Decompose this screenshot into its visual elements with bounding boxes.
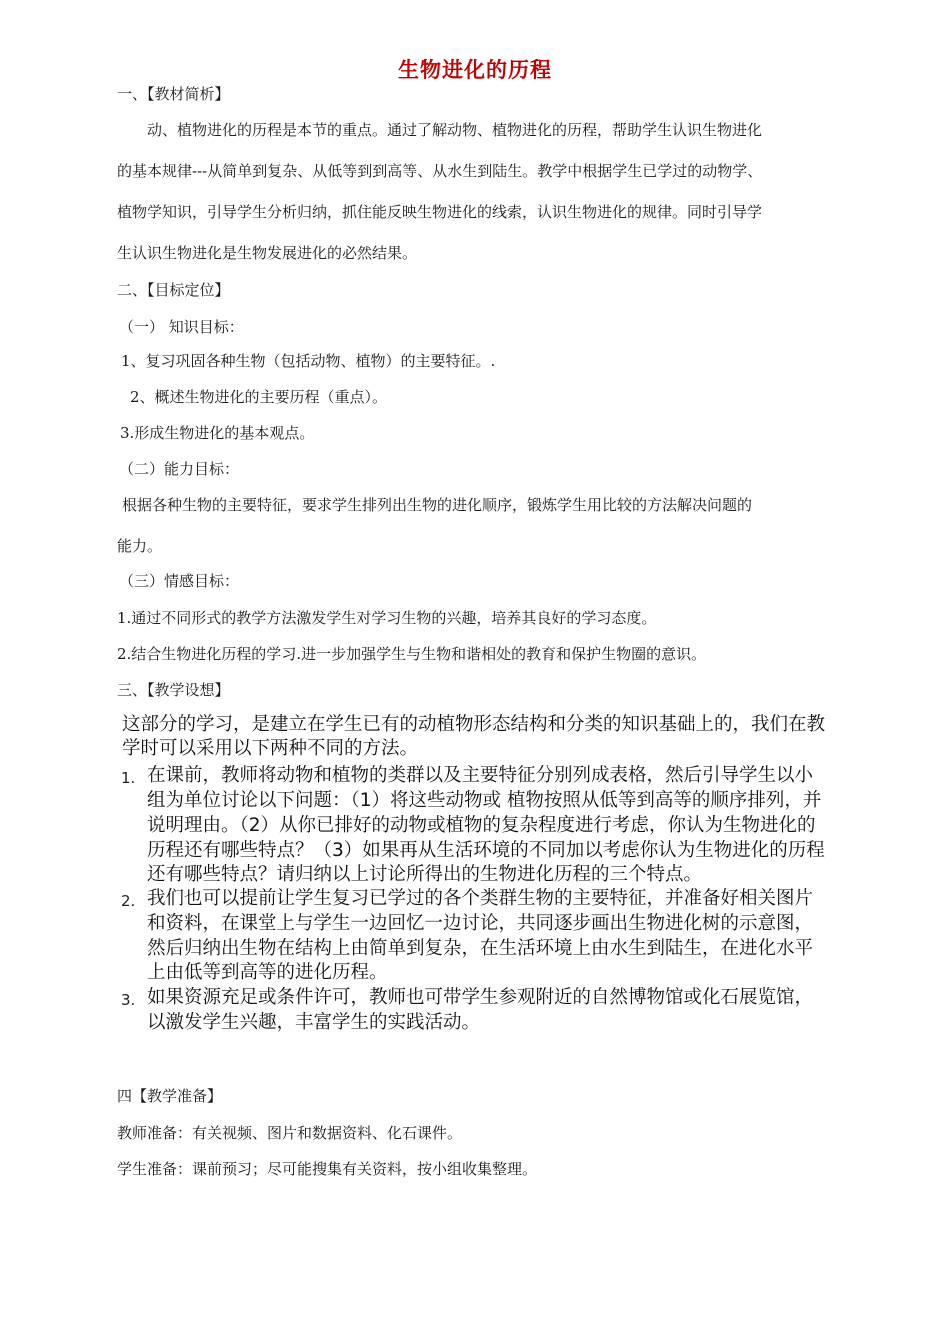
section1-line: 的基本规律---从简单到复杂、从低等到到高等、从水生到陆生。教学中根据学生已学过的动物学、	[117, 162, 763, 180]
section1-heading: 一、【教材简析】	[117, 85, 230, 103]
item-line: 如果资源充足或条件许可，教师也可带学生参观附近的自然博物馆或化石展览馆，	[147, 987, 814, 1008]
page-title: 生物进化的历程	[398, 57, 552, 82]
knowledge-item: 2、概述生物进化的主要历程（重点）。	[130, 388, 388, 406]
section2-heading: 二、【目标定位】	[117, 281, 230, 299]
item-line: 上由低等到高等的进化历程。	[147, 962, 388, 983]
knowledge-heading: （一） 知识目标：	[119, 318, 244, 336]
student-prep: 学生准备：课前预习；尽可能搜集有关资料，按小组收集整理。	[117, 1160, 538, 1178]
emotion-heading: （三）情感目标：	[119, 572, 240, 590]
section3-intro-line: 这部分的学习，是建立在学生已有的动植物形态结构和分类的知识基础上的，我们在教	[122, 714, 826, 735]
section1-line: 动、植物进化的历程是本节的重点。通过了解动物、植物进化的历程，帮助学生认识生物进化	[147, 121, 763, 139]
section4-heading: 四【教学准备】	[117, 1087, 223, 1105]
item-line: 历程还有哪些特点？（3）如果再从生活环境的不同加以考虑你认为生物进化的历程	[147, 840, 825, 861]
emotion-item: 2.结合生物进化历程的学习.进一步加强学生与生物和谐相处的教育和保护生物圈的意识。	[117, 645, 707, 663]
ability-line: 根据各种生物的主要特征，要求学生排列出生物的进化顺序，锻炼学生用比较的方法解决问题的	[122, 496, 753, 514]
item-number: 1.	[121, 769, 136, 787]
knowledge-item: 1、复习巩固各种生物（包括动物、植物）的主要特征。.	[121, 352, 496, 370]
item-line: 说明理由。（2）从你已排好的动物或植物的复杂程度进行考虑，你认为生物进化的	[147, 815, 816, 836]
item-line: 还有哪些特点？请归纳以上讨论所得出的生物进化历程的三个特点。	[147, 864, 703, 885]
item-number: 3.	[121, 991, 136, 1009]
section3-heading: 三、【教学设想】	[117, 681, 230, 699]
emotion-item: 1.通过不同形式的教学方法激发学生对学习生物的兴趣，培养其良好的学习态度。	[117, 609, 657, 627]
section1-line: 植物学知识，引导学生分析归纳，抓住能反映生物进化的线索，认识生物进化的规律。同时引导学	[117, 203, 763, 221]
item-line: 和资料，在课堂上与学生一边回忆一边讨论，共同逐步画出生物进化树的示意图，	[147, 913, 814, 934]
item-line: 以激发学生兴趣，丰富学生的实践活动。	[147, 1012, 481, 1033]
section3-intro-line: 学时可以采用以下两种不同的方法。	[122, 738, 419, 759]
item-line: 然后归纳出生物在结构上由简单到复杂，在生活环境上由水生到陆生，在进化水平	[147, 938, 814, 959]
item-line: 组为单位讨论以下问题：（1）将这些动物或 植物按照从低等到高等的顺序排列，并	[147, 790, 822, 811]
ability-line: 能力。	[117, 537, 163, 555]
knowledge-item: 3.形成生物进化的基本观点。	[120, 424, 315, 442]
item-line: 在课前，教师将动物和植物的类群以及主要特征分别列成表格，然后引导学生以小	[147, 765, 814, 786]
item-number: 2.	[121, 892, 136, 910]
teacher-prep: 教师准备：有关视频、图片和数据资料、化石课件。	[117, 1124, 463, 1142]
section1-line: 生认识生物进化是生物发展进化的必然结果。	[117, 244, 418, 262]
ability-heading: （二）能力目标：	[119, 460, 240, 478]
item-line: 我们也可以提前让学生复习已学过的各个类群生物的主要特征，并准备好相关图片	[147, 888, 814, 909]
